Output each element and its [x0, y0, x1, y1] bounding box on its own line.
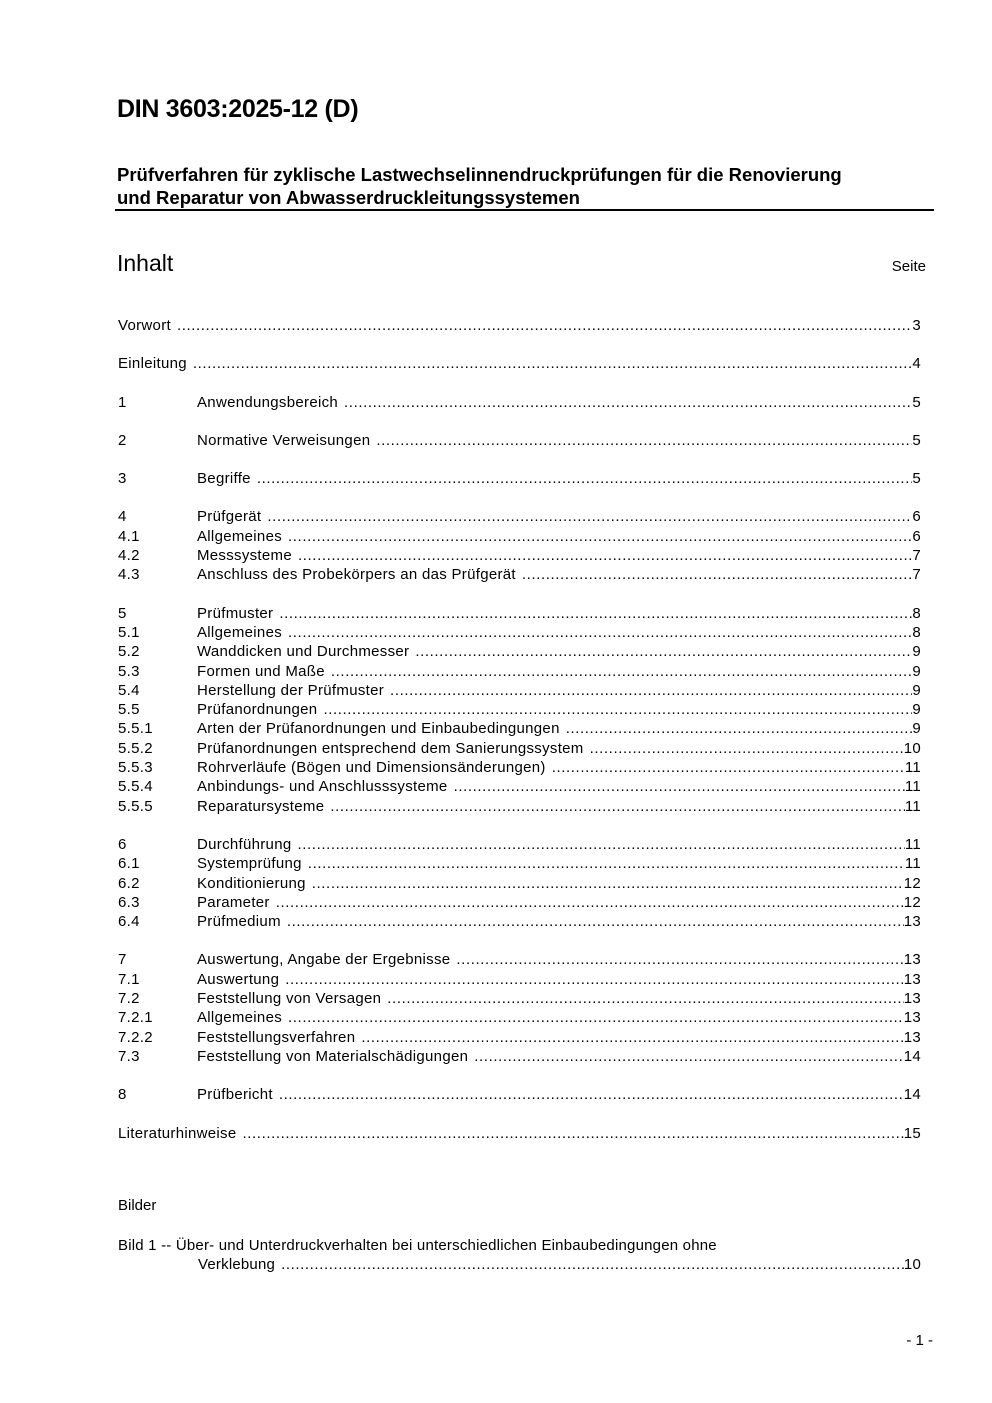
- toc-entry-number: 5.5: [118, 701, 140, 719]
- toc-entry[interactable]: [118, 316, 921, 335]
- toc-entry-title: Parameter: [197, 893, 270, 911]
- dot-leader: [288, 527, 912, 546]
- toc-entry-page: 5: [912, 431, 921, 449]
- document-subtitle: [117, 163, 937, 209]
- toc-entry[interactable]: [118, 546, 921, 565]
- toc-entry-title: Reparatursysteme: [197, 797, 325, 815]
- dot-leader: [454, 777, 905, 796]
- toc-entry[interactable]: [118, 469, 921, 488]
- toc-entry-page: 6: [912, 508, 921, 526]
- toc-entry-page: 12: [903, 874, 921, 892]
- dot-leader: [193, 354, 912, 373]
- toc-entry-number: 7: [118, 951, 127, 969]
- figure-entry-label[interactable]: Bild 1 -- Über- und Unterdruckverhalten bei unterschiedlichen Einbaubedingungen ohne: [118, 1237, 717, 1254]
- toc-entry[interactable]: [118, 642, 921, 661]
- toc-entry-title: Durchführung: [197, 835, 292, 853]
- toc-entry-title: Anbindungs- und Anschlusssysteme: [197, 778, 448, 796]
- toc-entry[interactable]: [118, 874, 921, 893]
- figure-list: [118, 1236, 921, 1274]
- toc-entry-title: Herstellung der Prüfmuster: [197, 681, 385, 699]
- toc-entry[interactable]: [118, 950, 921, 969]
- figure-entry-title: Verklebung: [198, 1256, 276, 1273]
- figure-entry-page: 10: [903, 1256, 921, 1273]
- dot-leader: [387, 989, 903, 1008]
- toc-entry[interactable]: [118, 1028, 921, 1047]
- dot-leader: [330, 797, 904, 816]
- toc-entry-page: 5: [912, 470, 921, 488]
- toc-entry-page: 11: [904, 835, 921, 853]
- toc-entry-number: 4.1: [118, 527, 140, 545]
- dot-leader: [566, 719, 913, 738]
- toc-entry[interactable]: [118, 1047, 921, 1066]
- toc-entry[interactable]: [118, 507, 921, 526]
- toc-entry-number: 7.2.2: [118, 1028, 153, 1046]
- toc-entry[interactable]: [118, 1085, 921, 1104]
- toc-entry[interactable]: [118, 758, 921, 777]
- dot-leader: [298, 546, 912, 565]
- toc-entry-page: 11: [904, 855, 921, 873]
- toc-entry-page: 9: [912, 662, 921, 680]
- toc-entry-number: 5.2: [118, 643, 140, 661]
- figures-heading: Bilder: [118, 1197, 157, 1214]
- toc-entry-page: 13: [903, 951, 921, 969]
- toc-entry[interactable]: [118, 989, 921, 1008]
- toc-entry[interactable]: [118, 662, 921, 681]
- toc-entry[interactable]: [118, 527, 921, 546]
- document-id: DIN 3603:2025-12 (D): [117, 95, 359, 123]
- dot-leader: [298, 835, 905, 854]
- dot-leader: [474, 1047, 903, 1066]
- dot-leader: [288, 623, 912, 642]
- toc-entry[interactable]: [118, 797, 921, 816]
- dot-leader: [552, 758, 905, 777]
- toc-group: [118, 604, 921, 816]
- toc-entry-page: 13: [903, 1009, 921, 1027]
- toc-entry-number: 4.3: [118, 566, 140, 584]
- toc-entry[interactable]: [118, 854, 921, 873]
- dot-leader: [415, 642, 912, 661]
- dot-leader: [344, 393, 912, 412]
- title-divider: [115, 209, 934, 211]
- toc-entry-number: 1: [118, 393, 127, 411]
- dot-leader: [288, 1008, 904, 1027]
- toc-group: [118, 950, 921, 1066]
- page-column-label: Seite: [891, 258, 926, 275]
- toc-entry[interactable]: [118, 1008, 921, 1027]
- toc-entry-title: Prüfmuster: [197, 604, 274, 622]
- toc-entry-title: Feststellung von Versagen: [197, 990, 382, 1008]
- toc-entry-number: 7.2: [118, 990, 140, 1008]
- dot-leader: [267, 507, 912, 526]
- toc-entry-page: 14: [903, 1047, 921, 1065]
- dot-leader: [361, 1028, 903, 1047]
- toc-entry[interactable]: [118, 777, 921, 796]
- toc-entry-title: Konditionierung: [197, 874, 306, 892]
- toc-entry-number: 5: [118, 604, 127, 622]
- toc-entry-title: Vorwort: [118, 317, 171, 334]
- subtitle-line-1: Prüfverfahren für zyklische Lastwechselinnendruckprüfungen für die Renovierung: [117, 164, 842, 185]
- toc-entry-number: 5.5.4: [118, 778, 153, 796]
- toc-entry-page: 10: [903, 739, 921, 757]
- toc-entry[interactable]: [118, 565, 921, 584]
- toc-entry-number: 3: [118, 470, 127, 488]
- table-of-contents: [118, 316, 921, 1162]
- dot-leader: [376, 431, 912, 450]
- toc-group: [118, 393, 921, 412]
- toc-entry-page: 8: [912, 623, 921, 641]
- toc-entry[interactable]: [118, 354, 921, 373]
- toc-entry-number: 5.5.2: [118, 739, 153, 757]
- toc-entry-number: 5.4: [118, 681, 140, 699]
- toc-entry-title: Einleitung: [118, 355, 187, 373]
- page-number: - 1 -: [906, 1332, 933, 1349]
- toc-entry-page: 4: [912, 355, 921, 373]
- toc-entry-number: 5.5.3: [118, 759, 153, 777]
- toc-entry[interactable]: [118, 912, 921, 931]
- toc-entry-number: 7.1: [118, 970, 140, 988]
- toc-entry-number: 8: [118, 1086, 127, 1104]
- toc-entry-number: 5.5.5: [118, 797, 153, 815]
- toc-group: [118, 469, 921, 488]
- toc-entry-title: Begriffe: [197, 470, 251, 488]
- toc-entry-page: 3: [912, 317, 921, 334]
- toc-entry-number: 5.5.1: [118, 720, 153, 738]
- dot-leader: [331, 662, 912, 681]
- toc-entry-page: 13: [903, 913, 921, 931]
- dot-leader: [456, 950, 903, 969]
- toc-entry-page: 9: [912, 681, 921, 699]
- toc-entry-title: Feststellungsverfahren: [197, 1028, 356, 1046]
- toc-entry-number: 6.2: [118, 874, 140, 892]
- toc-entry-number: 6: [118, 835, 127, 853]
- dot-leader: [287, 912, 904, 931]
- toc-entry-title: Prüfanordnungen entsprechend dem Sanierungssystem: [197, 739, 584, 757]
- toc-entry-title: Allgemeines: [197, 623, 283, 641]
- dot-leader: [590, 739, 904, 758]
- toc-entry-page: 9: [912, 720, 921, 738]
- toc-group: [118, 354, 921, 373]
- toc-entry[interactable]: [118, 893, 921, 912]
- toc-group: [118, 835, 921, 931]
- toc-entry-page: 9: [912, 643, 921, 661]
- toc-entry-page: 7: [912, 566, 921, 584]
- subtitle-line-2: und Reparatur von Abwasserdruckleitungssystemen: [117, 187, 580, 208]
- toc-entry-number: 7.2.1: [118, 1009, 153, 1027]
- toc-entry[interactable]: [118, 393, 921, 412]
- toc-entry-number: 5.3: [118, 662, 140, 680]
- toc-entry-number: 6.3: [118, 893, 140, 911]
- toc-entry-title: Feststellung von Materialschädigungen: [197, 1047, 469, 1065]
- dot-leader: [522, 565, 912, 584]
- dot-leader: [279, 604, 912, 623]
- toc-entry-number: 7.3: [118, 1047, 140, 1065]
- toc-entry-title: Prüfgerät: [197, 508, 262, 526]
- toc-entry-title: Messsysteme: [197, 547, 292, 565]
- toc-heading: Inhalt: [117, 250, 174, 276]
- toc-entry-title: Prüfmedium: [197, 913, 281, 931]
- toc-entry[interactable]: [118, 970, 921, 989]
- toc-entry[interactable]: [118, 431, 921, 450]
- toc-entry-title: Auswertung: [197, 970, 280, 988]
- toc-entry-number: 2: [118, 431, 127, 449]
- toc-group: [118, 316, 921, 335]
- toc-entry-title: Allgemeines: [197, 1009, 283, 1027]
- toc-group: [118, 1124, 921, 1143]
- toc-entry-title: Allgemeines: [197, 527, 283, 545]
- dot-leader: [390, 681, 912, 700]
- toc-entry-number: 6.4: [118, 913, 140, 931]
- toc-entry[interactable]: [118, 835, 921, 854]
- dot-leader: [312, 874, 904, 893]
- toc-entry-number: 6.1: [118, 855, 140, 873]
- toc-entry-page: 8: [912, 604, 921, 622]
- toc-entry-title: Formen und Maße: [197, 662, 325, 680]
- toc-entry-title: Systemprüfung: [197, 855, 302, 873]
- toc-entry-page: 14: [903, 1086, 921, 1104]
- toc-entry-page: 6: [912, 527, 921, 545]
- toc-entry[interactable]: [118, 739, 921, 758]
- toc-entry-number: 5.1: [118, 623, 140, 641]
- dot-leader: [308, 854, 905, 873]
- toc-entry-number: 4: [118, 508, 127, 526]
- dot-leader: [285, 970, 903, 989]
- toc-entry-page: 11: [904, 759, 921, 777]
- toc-entry[interactable]: [118, 700, 921, 719]
- toc-entry-page: 9: [912, 701, 921, 719]
- toc-entry[interactable]: [118, 681, 921, 700]
- toc-group: [118, 1085, 921, 1104]
- toc-entry[interactable]: [118, 623, 921, 642]
- dot-leader: [257, 469, 913, 488]
- toc-entry-page: 15: [903, 1124, 921, 1142]
- toc-entry-page: 12: [903, 893, 921, 911]
- toc-entry-title: Arten der Prüfanordnungen und Einbaubedingungen: [197, 720, 560, 738]
- dot-leader: [177, 316, 912, 335]
- dot-leader: [279, 1085, 904, 1104]
- toc-entry-page: 7: [912, 547, 921, 565]
- toc-entry-page: 11: [904, 797, 921, 815]
- toc-entry-title: Rohrverläufe (Bögen und Dimensionsänderungen): [197, 759, 546, 777]
- toc-entry-title: Auswertung, Angabe der Ergebnisse: [197, 951, 451, 969]
- toc-group: [118, 431, 921, 450]
- toc-entry-page: 5: [912, 393, 921, 411]
- dot-leader: [276, 893, 904, 912]
- toc-entry-page: 13: [903, 1028, 921, 1046]
- toc-entry[interactable]: [118, 719, 921, 738]
- toc-entry-title: Anschluss des Probekörpers an das Prüfgerät: [197, 566, 516, 584]
- toc-entry-title: Normative Verweisungen: [197, 431, 371, 449]
- toc-entry[interactable]: [118, 1124, 921, 1143]
- toc-entry-number: 4.2: [118, 547, 140, 565]
- figure-entry-continuation[interactable]: [118, 1255, 921, 1274]
- toc-entry-page: 13: [903, 970, 921, 988]
- toc-group: [118, 507, 921, 584]
- toc-entry-title: Wanddicken und Durchmesser: [197, 643, 410, 661]
- dot-leader: [243, 1124, 904, 1143]
- toc-entry-title: Prüfbericht: [197, 1086, 273, 1104]
- dot-leader: [281, 1255, 904, 1274]
- toc-entry-page: 13: [903, 990, 921, 1008]
- toc-entry-page: 11: [904, 778, 921, 796]
- toc-entry-title: Prüfanordnungen: [197, 701, 318, 719]
- toc-entry-title: Anwendungsbereich: [197, 393, 339, 411]
- dot-leader: [323, 700, 912, 719]
- toc-entry[interactable]: [118, 604, 921, 623]
- toc-entry-title: Literaturhinweise: [118, 1124, 237, 1142]
